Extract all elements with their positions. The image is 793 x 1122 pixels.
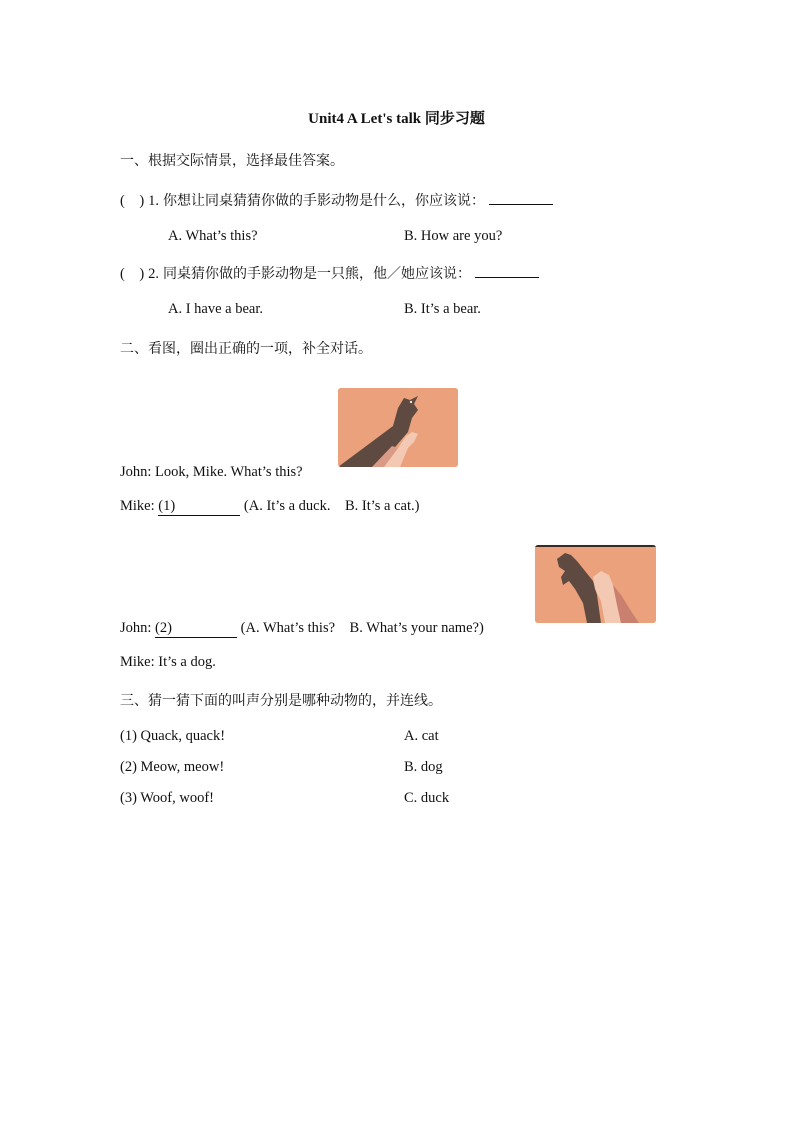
section3-heading: 三、猜一猜下面的叫声分别是哪种动物的，并连线。 bbox=[120, 693, 442, 709]
animal-item[interactable]: B. dog bbox=[404, 759, 443, 775]
speaker-john: John: bbox=[120, 464, 152, 480]
page-title: Unit4 A Let's talk 同步习题 bbox=[308, 111, 485, 127]
speaker-john: John: bbox=[120, 620, 152, 636]
question-prompt: 同桌猜你做的手影动物是一只熊，他／她应该说： bbox=[163, 266, 472, 282]
hand-shadow-dog-image bbox=[535, 545, 656, 623]
speaker-mike: Mike: bbox=[120, 654, 155, 670]
section2-heading: 二、看图，圈出正确的一项，补全对话。 bbox=[120, 341, 372, 357]
answer-blank[interactable] bbox=[489, 204, 553, 205]
section1-heading: 一、根据交际情景，选择最佳答案。 bbox=[120, 153, 344, 169]
option-b: B. It’s a bear. bbox=[404, 301, 481, 317]
option-a: A. I have a bear. bbox=[168, 301, 264, 317]
answer-blank-2[interactable] bbox=[155, 620, 237, 638]
answer-choices: (A. What’s this? B. What’s your name?) bbox=[240, 620, 484, 636]
hand-shadow-duck-image bbox=[338, 388, 458, 467]
answer-choices: (A. It’s a duck. B. It’s a cat.) bbox=[243, 498, 420, 514]
dialog1-line2 bbox=[120, 498, 419, 516]
sound-item[interactable]: (3) Woof, woof! bbox=[120, 790, 215, 806]
dialog-text: Look, Mike. What’s this? bbox=[155, 464, 303, 480]
answer-bracket[interactable]: ( ) bbox=[120, 193, 145, 209]
option-a: A. What’s this? bbox=[168, 228, 258, 244]
dialog-text: It’s a dog. bbox=[158, 654, 216, 670]
question-number: 1. bbox=[148, 193, 160, 209]
animal-item[interactable]: A. cat bbox=[404, 728, 439, 744]
animal-item[interactable]: C. duck bbox=[404, 790, 450, 806]
sound-item[interactable]: (1) Quack, quack! bbox=[120, 728, 226, 744]
blank-label: (1) bbox=[158, 498, 176, 514]
answer-blank-1[interactable] bbox=[158, 498, 240, 516]
sound-item[interactable]: (2) Meow, meow! bbox=[120, 759, 225, 775]
option-b: B. How are you? bbox=[404, 228, 503, 244]
question-number: 2. bbox=[148, 266, 160, 282]
question-prompt: 你想让同桌猜猜你做的手影动物是什么，你应该说： bbox=[163, 193, 486, 209]
dialog1-line1 bbox=[120, 464, 303, 481]
dialog2-line1 bbox=[120, 620, 484, 638]
question-2 bbox=[120, 263, 539, 283]
answer-bracket[interactable]: ( ) bbox=[120, 266, 145, 282]
speaker-mike: Mike: bbox=[120, 498, 155, 514]
answer-blank[interactable] bbox=[475, 277, 539, 278]
dialog2-line2 bbox=[120, 654, 216, 671]
question-1 bbox=[120, 190, 553, 210]
blank-label: (2) bbox=[155, 620, 172, 636]
